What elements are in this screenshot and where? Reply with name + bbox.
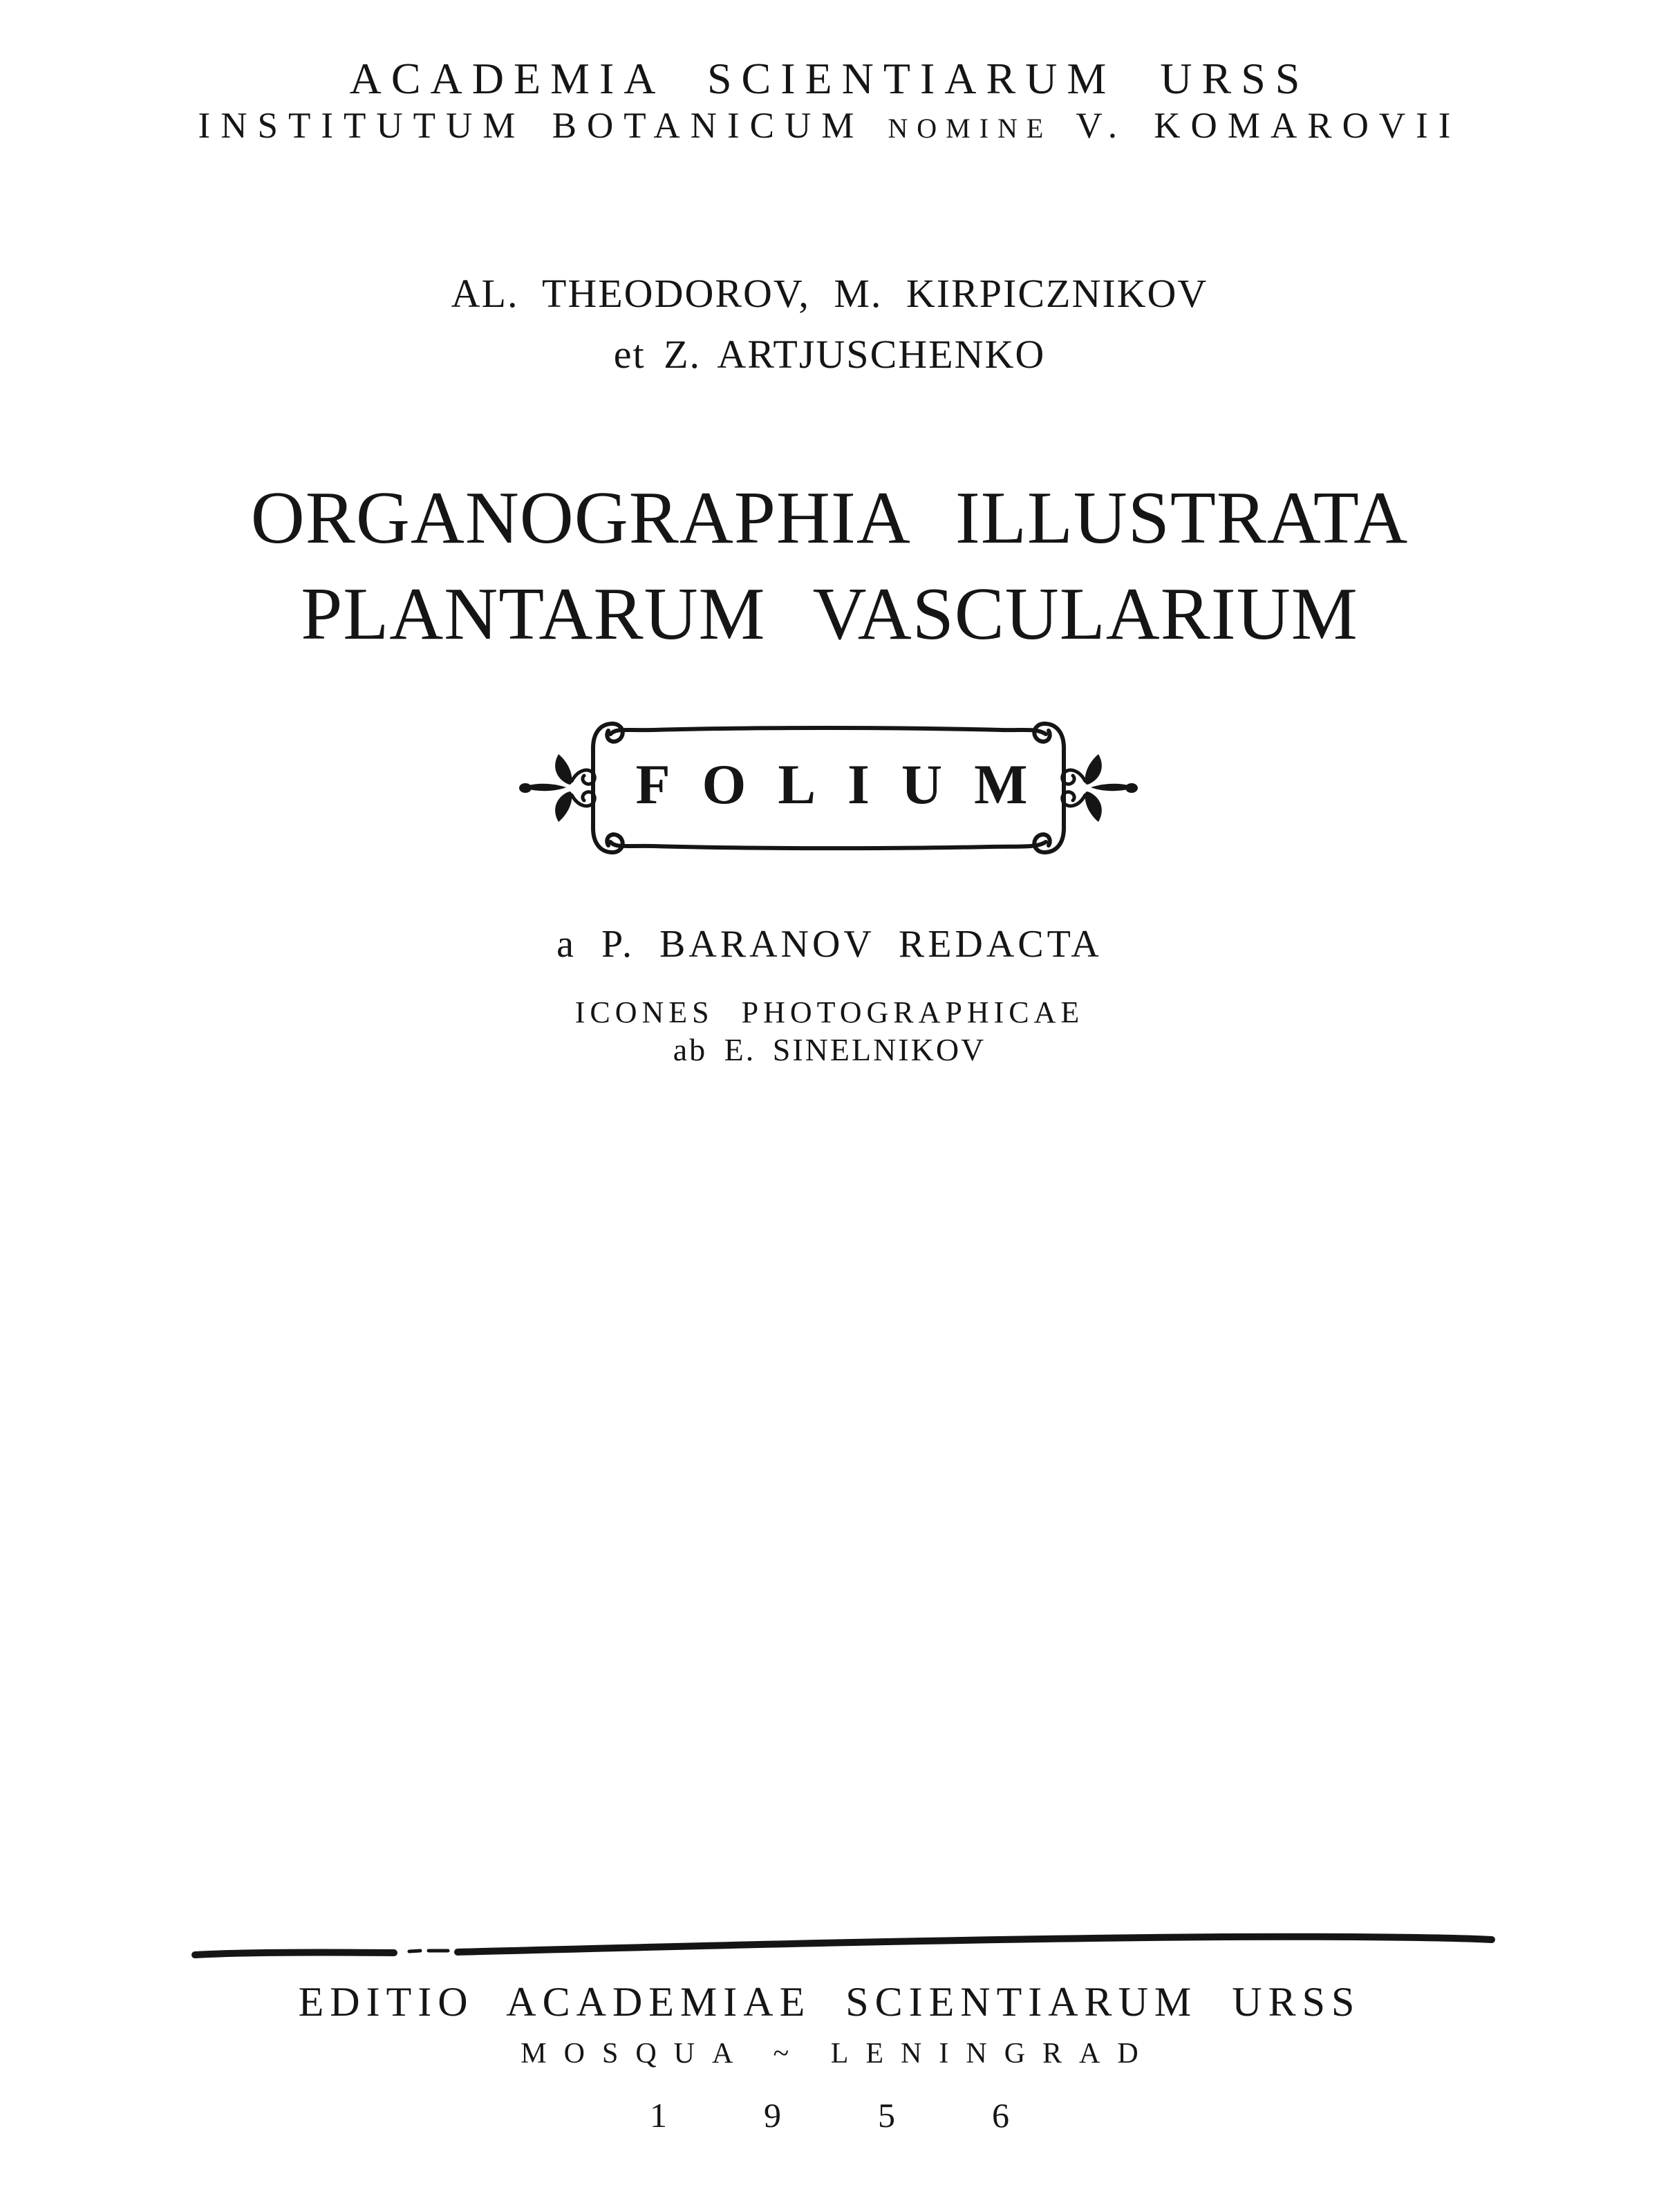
divider-rule-icon	[187, 1930, 1500, 1966]
main-title-line-2: PLANTARUM VASCULARIUM	[301, 573, 1358, 655]
icones-line: ICONES PHOTOGRAPHICAE	[574, 995, 1085, 1029]
imprint-year: 1956	[650, 2096, 1106, 2135]
authors-line-1: AL. THEODOROV, M. KIRPICZNIKOV	[451, 271, 1208, 316]
institute-nomine: NOMINE	[888, 113, 1053, 144]
frame-top-rail	[610, 728, 1046, 734]
banner-title: FOLIUM	[635, 753, 1060, 816]
imprint-publisher-line: EDITIO ACADEMIAE SCIENTIARUM URSS	[298, 1979, 1361, 2025]
editor-line: a P. BARANOV REDACTA	[556, 923, 1103, 966]
photographer-line: ab E. SINELNIKOV	[673, 1032, 986, 1067]
academy-line: ACADEMIA SCIENTIARUM URSS	[349, 54, 1310, 103]
institute-prefix: INSTITUTUM BOTANICUM	[198, 106, 865, 146]
imprint-cities-line: MOSQUA ~ LENINGRAD	[521, 2038, 1156, 2070]
institute-name: V. KOMAROVII	[1076, 106, 1461, 146]
folium-banner	[507, 712, 1156, 864]
institute-line	[0, 108, 1659, 144]
authors-line-2: et Z. ARTJUSCHENKO	[613, 332, 1046, 377]
frame-bottom-rail	[610, 842, 1046, 848]
main-title-line-1: ORGANOGRAPHIA ILLUSTRATA	[250, 477, 1409, 559]
